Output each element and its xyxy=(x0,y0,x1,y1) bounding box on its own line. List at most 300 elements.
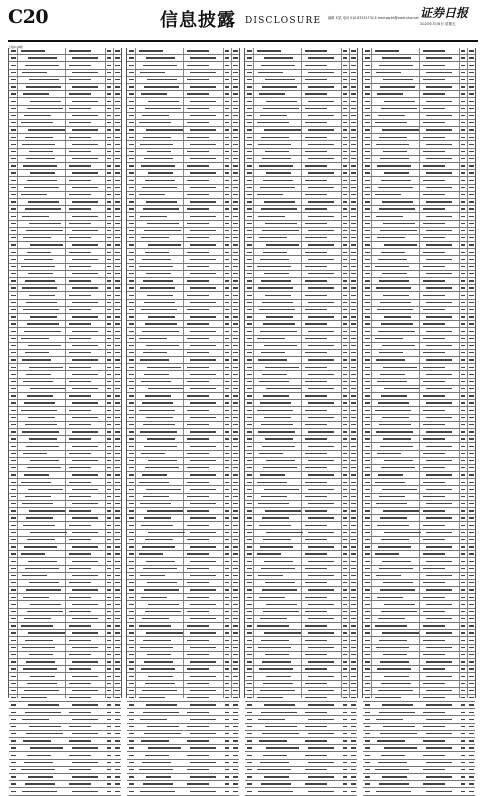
table-row xyxy=(127,630,239,637)
cell-text-mark xyxy=(115,654,120,655)
table-row xyxy=(363,702,475,709)
cell-text-mark xyxy=(72,517,98,518)
cell-text-mark xyxy=(461,316,465,317)
cell-text-mark xyxy=(426,388,452,389)
cell-text-mark xyxy=(107,129,111,130)
cell-text-mark xyxy=(469,93,474,94)
cell-text-mark xyxy=(11,287,16,288)
cell-text-mark xyxy=(365,783,370,784)
cell-text-mark xyxy=(469,388,474,389)
cell-text-mark xyxy=(233,525,238,526)
table-row xyxy=(9,415,121,422)
cell-text-mark xyxy=(107,575,111,576)
cell-text-mark xyxy=(190,632,216,633)
cell-text-mark xyxy=(148,532,185,533)
cell-text-mark xyxy=(107,510,111,511)
cell-text-mark xyxy=(11,618,16,619)
cell-text-mark xyxy=(426,632,452,633)
cell-text-mark xyxy=(461,137,465,138)
table-row xyxy=(9,479,121,486)
cell-text-mark xyxy=(26,302,57,303)
table-row xyxy=(127,84,239,91)
cell-text-mark xyxy=(461,712,465,713)
table-row xyxy=(9,235,121,242)
cell-text-mark xyxy=(25,712,61,713)
cell-text-mark xyxy=(225,467,229,468)
cell-text-mark xyxy=(107,244,111,245)
cell-text-mark xyxy=(261,496,287,497)
cell-text-mark xyxy=(24,331,61,332)
table-row xyxy=(9,731,121,738)
cell-text-mark xyxy=(147,510,183,511)
cell-text-mark xyxy=(343,187,347,188)
cell-text-mark xyxy=(382,704,413,705)
cell-text-mark xyxy=(115,395,120,396)
cell-text-mark xyxy=(469,208,474,209)
cell-text-mark xyxy=(305,654,327,655)
cell-text-mark xyxy=(129,50,134,51)
cell-text-mark xyxy=(225,309,229,310)
cell-text-mark xyxy=(365,575,370,576)
table-row xyxy=(245,472,357,479)
cell-text-mark xyxy=(187,482,209,483)
cell-text-mark xyxy=(140,647,173,648)
cell-text-mark xyxy=(365,137,370,138)
cell-text-mark xyxy=(225,676,229,677)
cell-text-mark xyxy=(247,438,252,439)
cell-text-mark xyxy=(308,359,334,360)
table-row xyxy=(127,285,239,292)
cell-text-mark xyxy=(129,352,134,353)
cell-text-mark xyxy=(461,546,465,547)
cell-text-mark xyxy=(190,287,216,288)
cell-text-mark xyxy=(29,510,65,511)
cell-text-mark xyxy=(139,338,167,339)
cell-text-mark xyxy=(351,316,356,317)
cell-text-mark xyxy=(147,582,177,583)
cell-text-mark xyxy=(247,575,252,576)
cell-text-mark xyxy=(148,676,173,677)
table-row xyxy=(245,98,357,105)
cell-text-mark xyxy=(461,50,465,51)
cell-text-mark xyxy=(343,316,347,317)
cell-text-mark xyxy=(146,632,183,633)
cell-text-mark xyxy=(69,367,91,368)
cell-text-mark xyxy=(107,747,111,748)
cell-text-mark xyxy=(263,755,287,756)
cell-text-mark xyxy=(27,323,59,324)
cell-text-mark xyxy=(107,208,111,209)
cell-text-mark xyxy=(139,553,163,554)
cell-text-mark xyxy=(129,589,134,590)
cell-text-mark xyxy=(247,137,252,138)
cell-text-mark xyxy=(461,431,465,432)
table-row xyxy=(127,91,239,98)
cell-text-mark xyxy=(69,510,91,511)
cell-text-mark xyxy=(107,704,111,705)
cell-text-mark xyxy=(247,223,252,224)
table-row xyxy=(127,465,239,472)
cell-text-mark xyxy=(72,302,98,303)
table-row xyxy=(9,508,121,515)
cell-text-mark xyxy=(225,101,229,102)
cell-text-mark xyxy=(266,460,295,461)
cell-text-mark xyxy=(378,115,405,116)
cell-text-mark xyxy=(69,223,91,224)
cell-text-mark xyxy=(257,266,291,267)
table-row xyxy=(363,429,475,436)
cell-text-mark xyxy=(233,65,238,66)
cell-text-mark xyxy=(426,791,452,792)
table-row xyxy=(363,321,475,328)
cell-text-mark xyxy=(129,546,134,547)
cell-text-mark xyxy=(259,93,285,94)
cell-text-mark xyxy=(381,611,417,612)
cell-text-mark xyxy=(225,237,229,238)
cell-text-mark xyxy=(378,762,407,763)
cell-text-mark xyxy=(426,417,452,418)
cell-text-mark xyxy=(351,604,356,605)
cell-text-mark xyxy=(343,503,347,504)
cell-text-mark xyxy=(129,237,134,238)
cell-text-mark xyxy=(247,568,252,569)
cell-text-mark xyxy=(259,165,293,166)
cell-text-mark xyxy=(187,180,209,181)
cell-text-mark xyxy=(426,517,452,518)
table-row xyxy=(127,192,239,199)
table-row xyxy=(9,745,121,752)
cell-text-mark xyxy=(107,151,111,152)
cell-text-mark xyxy=(343,388,347,389)
cell-text-mark xyxy=(27,180,57,181)
cell-text-mark xyxy=(29,726,61,727)
cell-text-mark xyxy=(187,194,209,195)
cell-text-mark xyxy=(115,144,120,145)
cell-text-mark xyxy=(225,517,229,518)
cell-text-mark xyxy=(11,568,16,569)
cell-text-mark xyxy=(107,316,111,317)
cell-text-mark xyxy=(129,460,134,461)
table-row xyxy=(363,788,475,795)
cell-text-mark xyxy=(247,302,252,303)
table-row xyxy=(245,379,357,386)
cell-text-mark xyxy=(11,230,16,231)
cell-text-mark xyxy=(72,647,98,648)
cell-text-mark xyxy=(11,187,16,188)
cell-text-mark xyxy=(461,589,465,590)
cell-text-mark xyxy=(107,165,111,166)
cell-text-mark xyxy=(376,216,403,217)
cell-text-mark xyxy=(423,309,445,310)
cell-text-mark xyxy=(247,295,252,296)
table-row xyxy=(245,501,357,508)
cell-text-mark xyxy=(69,137,91,138)
table-row xyxy=(127,458,239,465)
table-row xyxy=(9,141,121,148)
cell-text-mark xyxy=(26,86,61,87)
table-row xyxy=(9,580,121,587)
cell-text-mark xyxy=(29,438,57,439)
table-row xyxy=(245,407,357,414)
cell-text-mark xyxy=(426,402,452,403)
cell-text-mark xyxy=(384,172,409,173)
cell-text-mark xyxy=(11,661,16,662)
cell-text-mark xyxy=(351,359,356,360)
cell-text-mark xyxy=(461,280,465,281)
table-row xyxy=(127,767,239,774)
cell-text-mark xyxy=(265,367,299,368)
cell-text-mark xyxy=(107,762,111,763)
cell-text-mark xyxy=(129,632,134,633)
cell-text-mark xyxy=(129,338,134,339)
table-row xyxy=(9,185,121,192)
cell-text-mark xyxy=(72,503,98,504)
cell-text-mark xyxy=(21,266,55,267)
cell-text-mark xyxy=(107,661,111,662)
cell-text-mark xyxy=(380,230,417,231)
cell-text-mark xyxy=(187,611,209,612)
cell-text-mark xyxy=(247,230,252,231)
cell-text-mark xyxy=(423,180,445,181)
table-row xyxy=(9,343,121,350)
cell-text-mark xyxy=(365,668,370,669)
cell-text-mark xyxy=(426,561,452,562)
cell-text-mark xyxy=(379,65,413,66)
cell-text-mark xyxy=(24,762,53,763)
cell-text-mark xyxy=(225,331,229,332)
table-row xyxy=(9,364,121,371)
table-row xyxy=(363,760,475,767)
cell-text-mark xyxy=(247,79,252,80)
cell-text-mark xyxy=(11,647,16,648)
cell-text-mark xyxy=(382,273,407,274)
cell-text-mark xyxy=(107,424,111,425)
cell-text-mark xyxy=(115,223,120,224)
cell-text-mark xyxy=(115,712,120,713)
cell-text-mark xyxy=(263,683,293,684)
cell-text-mark xyxy=(461,108,465,109)
cell-text-mark xyxy=(11,331,16,332)
cell-text-mark xyxy=(11,194,16,195)
cell-text-mark xyxy=(305,295,327,296)
cell-text-mark xyxy=(233,287,238,288)
cell-text-mark xyxy=(129,503,134,504)
cell-text-mark xyxy=(142,762,171,763)
table-row xyxy=(9,781,121,788)
table-row xyxy=(363,235,475,242)
cell-text-mark xyxy=(469,381,474,382)
table-row xyxy=(363,386,475,393)
cell-text-mark xyxy=(308,259,334,260)
cell-text-mark xyxy=(469,446,474,447)
cell-text-mark xyxy=(115,582,120,583)
table-row xyxy=(9,91,121,98)
cell-text-mark xyxy=(351,237,356,238)
cell-text-mark xyxy=(469,755,474,756)
cell-text-mark xyxy=(263,395,289,396)
cell-text-mark xyxy=(469,165,474,166)
cell-text-mark xyxy=(305,467,327,468)
cell-text-mark xyxy=(351,208,356,209)
cell-text-mark xyxy=(379,640,407,641)
cell-text-mark xyxy=(423,611,445,612)
cell-text-mark xyxy=(28,417,55,418)
cell-text-mark xyxy=(11,575,16,576)
cell-text-mark xyxy=(129,424,134,425)
cell-text-mark xyxy=(23,525,55,526)
cell-text-mark xyxy=(129,525,134,526)
table-row xyxy=(363,357,475,364)
table-row xyxy=(127,407,239,414)
table-row xyxy=(127,292,239,299)
cell-text-mark xyxy=(351,503,356,504)
cell-text-mark xyxy=(28,201,59,202)
cell-text-mark xyxy=(365,489,370,490)
cell-text-mark xyxy=(382,632,419,633)
cell-text-mark xyxy=(225,726,229,727)
cell-text-mark xyxy=(190,704,216,705)
cell-text-mark xyxy=(26,517,53,518)
table-row xyxy=(363,328,475,335)
cell-text-mark xyxy=(26,733,63,734)
cell-text-mark xyxy=(11,431,16,432)
table-row xyxy=(363,271,475,278)
cell-text-mark xyxy=(72,287,98,288)
cell-text-mark xyxy=(305,640,327,641)
table-row xyxy=(127,271,239,278)
cell-text-mark xyxy=(233,280,238,281)
table-row xyxy=(245,616,357,623)
cell-text-mark xyxy=(384,604,415,605)
cell-text-mark xyxy=(187,712,209,713)
cell-text-mark xyxy=(343,582,347,583)
cell-text-mark xyxy=(365,410,370,411)
cell-text-mark xyxy=(308,690,334,691)
cell-text-mark xyxy=(72,604,98,605)
cell-text-mark xyxy=(343,65,347,66)
cell-text-mark xyxy=(343,489,347,490)
cell-text-mark xyxy=(261,280,291,281)
cell-text-mark xyxy=(469,122,474,123)
cell-text-mark xyxy=(147,438,175,439)
cell-text-mark xyxy=(22,647,55,648)
cell-text-mark xyxy=(11,65,16,66)
cell-text-mark xyxy=(25,208,61,209)
cell-text-mark xyxy=(69,93,91,94)
cell-text-mark xyxy=(351,367,356,368)
table-row xyxy=(245,264,357,271)
table-row xyxy=(245,486,357,493)
cell-text-mark xyxy=(144,230,181,231)
cell-text-mark xyxy=(27,611,63,612)
cell-text-mark xyxy=(107,755,111,756)
cell-text-mark xyxy=(247,704,252,705)
table-row xyxy=(9,55,121,62)
cell-text-mark xyxy=(461,259,465,260)
cell-text-mark xyxy=(190,546,216,547)
table-row xyxy=(363,781,475,788)
cell-text-mark xyxy=(265,438,293,439)
cell-text-mark xyxy=(264,201,295,202)
cell-text-mark xyxy=(365,474,370,475)
cell-text-mark xyxy=(351,712,356,713)
table-row xyxy=(363,436,475,443)
cell-text-mark xyxy=(129,676,134,677)
cell-text-mark xyxy=(461,374,465,375)
cell-text-mark xyxy=(247,338,252,339)
cell-text-mark xyxy=(187,424,209,425)
cell-text-mark xyxy=(305,712,327,713)
cell-text-mark xyxy=(225,647,229,648)
cell-text-mark xyxy=(426,302,452,303)
cell-text-mark xyxy=(145,539,173,540)
cell-text-mark xyxy=(469,395,474,396)
table-row xyxy=(245,206,357,213)
cell-text-mark xyxy=(305,323,327,324)
cell-text-mark xyxy=(233,640,238,641)
cell-text-mark xyxy=(233,683,238,684)
table-row xyxy=(245,465,357,472)
cell-text-mark xyxy=(27,467,61,468)
table-row xyxy=(127,98,239,105)
cell-text-mark xyxy=(423,482,445,483)
cell-text-mark xyxy=(266,532,303,533)
cell-text-mark xyxy=(115,640,120,641)
cell-text-mark xyxy=(247,72,252,73)
cell-text-mark xyxy=(343,719,347,720)
cell-text-mark xyxy=(351,144,356,145)
cell-text-mark xyxy=(69,381,91,382)
cell-text-mark xyxy=(11,165,16,166)
cell-text-mark xyxy=(377,668,411,669)
cell-text-mark xyxy=(376,575,401,576)
cell-text-mark xyxy=(423,640,445,641)
cell-text-mark xyxy=(375,697,401,698)
cell-text-mark xyxy=(190,503,216,504)
cell-text-mark xyxy=(107,223,111,224)
table-row xyxy=(127,429,239,436)
cell-text-mark xyxy=(225,65,229,66)
cell-text-mark xyxy=(144,661,173,662)
cell-text-mark xyxy=(107,611,111,612)
cell-text-mark xyxy=(351,532,356,533)
cell-text-mark xyxy=(305,740,327,741)
table-row xyxy=(245,400,357,407)
cell-text-mark xyxy=(187,65,209,66)
cell-text-mark xyxy=(11,223,16,224)
cell-text-mark xyxy=(11,747,16,748)
cell-text-mark xyxy=(266,101,297,102)
cell-text-mark xyxy=(351,323,356,324)
table-row xyxy=(245,120,357,127)
cell-text-mark xyxy=(107,582,111,583)
cell-text-mark xyxy=(107,676,111,677)
cell-text-mark xyxy=(146,704,177,705)
cell-text-mark xyxy=(11,338,16,339)
cell-text-mark xyxy=(265,295,291,296)
cell-text-mark xyxy=(378,402,409,403)
cell-text-mark xyxy=(257,194,283,195)
cell-text-mark xyxy=(423,668,445,669)
cell-text-mark xyxy=(225,762,229,763)
masthead-info: 编辑 刘武 电话 010-83251730 E-mail:zqrb9@zqrb.sina.net xyxy=(328,16,446,20)
cell-text-mark xyxy=(365,309,370,310)
cell-text-mark xyxy=(225,230,229,231)
cell-text-mark xyxy=(423,122,445,123)
cell-text-mark xyxy=(107,740,111,741)
cell-text-mark xyxy=(426,647,452,648)
cell-text-mark xyxy=(351,525,356,526)
